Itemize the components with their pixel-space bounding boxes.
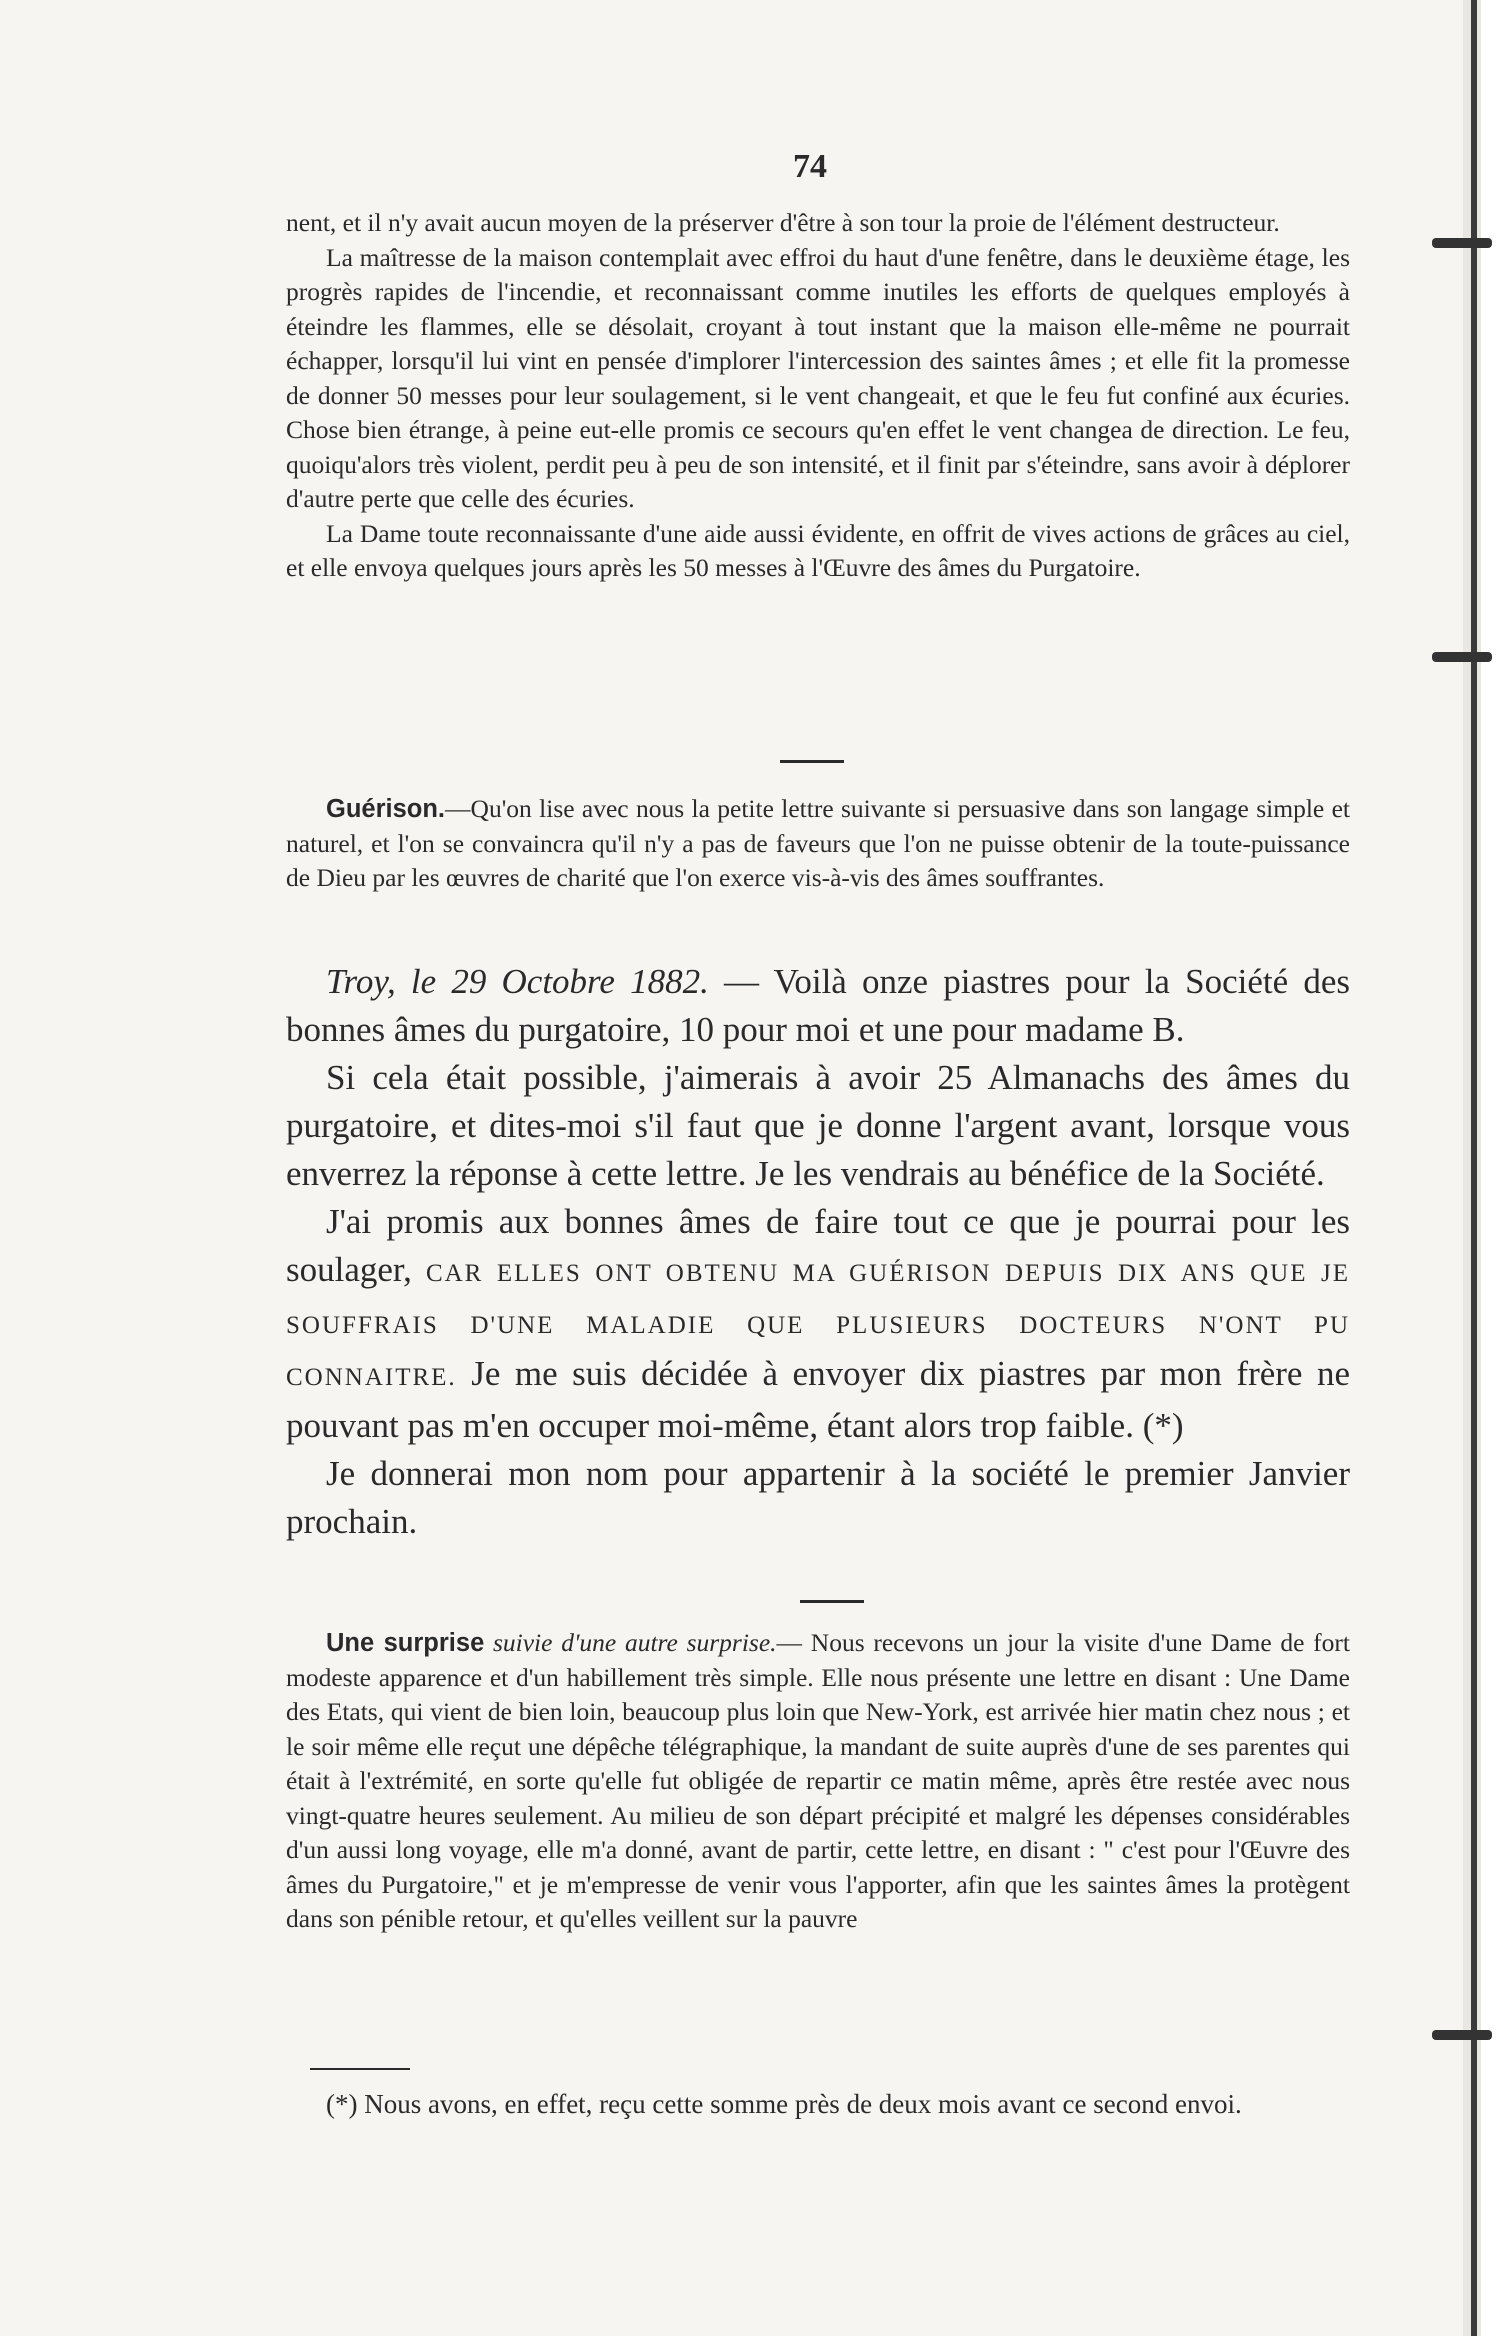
binding-edge [1471, 0, 1477, 2336]
guerison-text: —Qu'on lise avec nous la petite lettre suivante si persuasive dans son langage simple et naturel, et l'on se convaincra qu'il n'y a pas de faveurs que l'on ne puisse obtenir de la toute-puissance de Dieu par les œuvres de charité que l'on exerce vis-à-vis des âmes souffrantes. [286, 794, 1350, 892]
letter-paragraph-1: — Voilà onze piastres pour la Société des bonnes âmes du purgatoire, 10 pour moi et une pour madame B. [286, 962, 1350, 1049]
binding-staple-middle [1432, 652, 1492, 662]
footnote-text: (*) Nous avons, en effet, reçu cette somme près de deux mois avant ce second envoi. [326, 2089, 1242, 2119]
letter-small-caps: CAR ELLES ONT OBTENU MA GUÉRISON DEPUIS DIX ANS QUE JE SOUFFRAIS D'UNE MALADIE QUE PLUSIEURS DOCTEURS N'ONT PU CONNAITRE. [286, 1260, 1351, 1391]
footnote-rule [310, 2068, 410, 2070]
footnote-section [286, 2086, 1350, 2122]
surprise-section [286, 1626, 1350, 1937]
surprise-text: — Nous recevons un jour la visite d'une Dame de fort modeste apparence et d'un habillement très simple. Elle nous présente une lettre en disant : Une Dame des Etats, qui vient de bien loin, beaucoup plus loin que New-York, est arrivée hier matin chez nous ; et le soir même elle reçut une dépêche télégraphique, la mandant de suite auprès d'une de ses parentes qui était à l'extrémité, en sorte qu'elle fut obligée de repartir ce matin même, après être restée avec nous vingt-quatre heures seulement. Au milieu de son départ précipité et malgré les dépenses considérables d'un aussi long voyage, elle m'a donné, avant de partir, cette lettre, en disant : " c'est pour l'Œuvre des âmes du Purgatoire," et je m'empresse de venir vous l'apporter, afin que les saintes âmes la protègent dans son pénible retour, et qu'elles veillent sur la pauvre [286, 1628, 1350, 1933]
page-number: 74 [793, 148, 827, 185]
section-divider-2 [800, 1600, 864, 1603]
paragraph-dame: La Dame toute reconnaissante d'une aide aussi évidente, en offrit de vives actions de grâces au ciel, et elle envoya quelques jours après les 50 messes à l'Œuvre des âmes du Purgatoire. [286, 518, 1350, 582]
paragraph-fire: La maîtresse de la maison contemplait avec effroi du haut d'une fenêtre, dans le deuxième étage, les progrès rapides de l'incendie, et reconnaissant comme inutiles les efforts de quelques employés à éteindre les flammes, elle se désolait, croyant à tout instant que la maison elle-même ne pourrait échapper, lorsqu'il lui vint en pensée d'implorer l'intercession des saintes âmes ; et elle fit la promesse de donner 50 messes pour leur soulagement, si le vent changeait, et que le feu fut confiné aux écuries. Chose bien étrange, à peine eut-elle promis ce secours qu'en effet le vent changea de direction. Le feu, quoiqu'alors très violent, perdit peu à peu de son intensité, et il finit par s'éteindre, sans avoir à déplorer d'autre perte que celle des écuries. [286, 242, 1350, 513]
surprise-heading: Une surprise [326, 1629, 485, 1657]
section-divider-1 [780, 760, 844, 763]
letter-section [286, 958, 1350, 1546]
continuation-text: nent, et il n'y avait aucun moyen de la préserver d'être à son tour la proie de l'élément destructeur. [286, 208, 1280, 237]
binding-staple-top [1432, 238, 1492, 248]
letter-paragraph-2: Si cela était possible, j'aimerais à avoir 25 Almanachs des âmes du purgatoire, et dites-moi s'il faut que je donne l'argent avant, lorsque vous enverrez la réponse à cette lettre. Je les vendrais au bénéfice de la Société. [286, 1058, 1350, 1193]
letter-paragraph-3b: Je me suis décidée à envoyer dix piastres par mon frère ne pouvant pas m'en occuper moi-même, étant alors trop faible. (*) [286, 1354, 1350, 1445]
letter-paragraph-4: Je donnerai mon nom pour appartenir à la société le premier Janvier prochain. [286, 1454, 1350, 1541]
binding-staple-bottom [1432, 2030, 1492, 2040]
fire-story-section [286, 206, 1350, 586]
surprise-subheading: suivie d'une autre surprise. [492, 1628, 777, 1657]
letter-dateline: Troy, le 29 Octobre 1882. [326, 962, 709, 1001]
guerison-heading: Guérison. [326, 795, 446, 823]
guerison-section [286, 792, 1350, 896]
letter-paragraph-3a: J'ai promis aux bonnes âmes de faire tout ce que je pourrai pour les soulager, [286, 1202, 1350, 1289]
